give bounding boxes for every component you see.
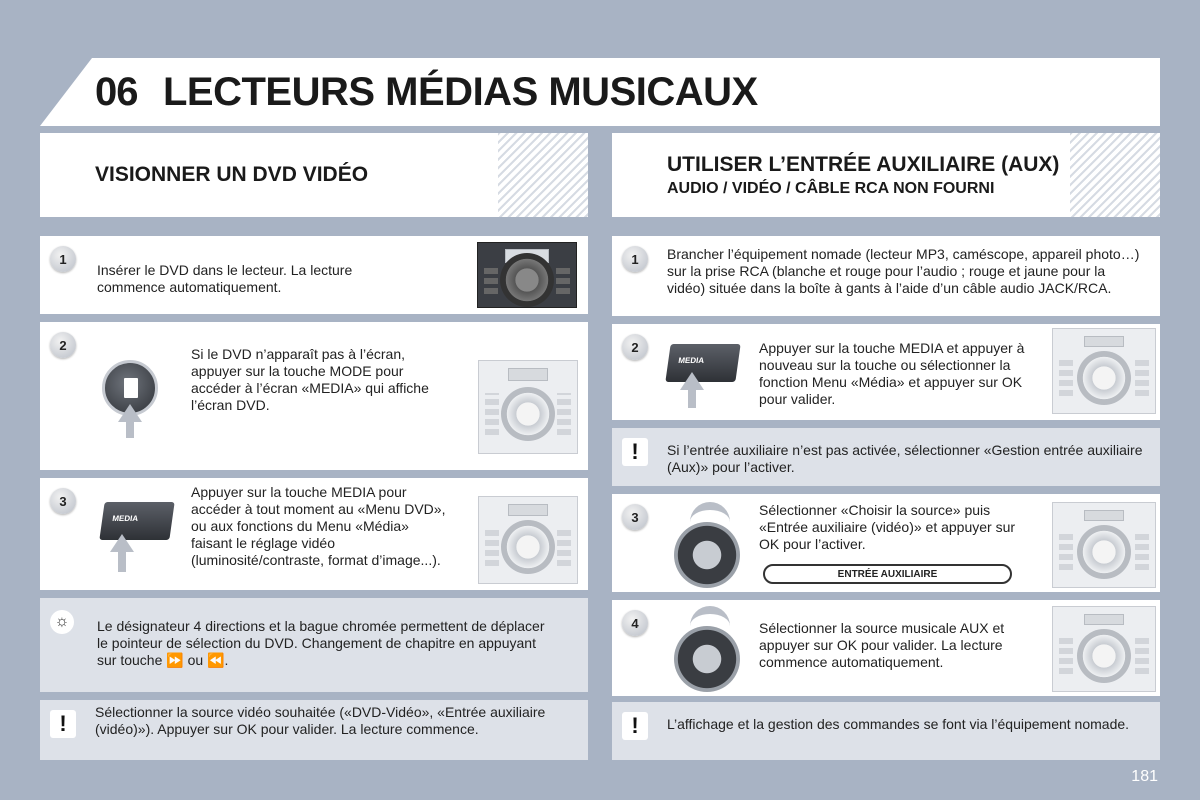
step-number: 1 [50,246,76,272]
tip-text: Le désignateur 4 directions et la bague chromée permettent de déplacer le pointeur de sélection du DVD. Changement de chapitre en appuyant sur touche ⏩ ou ⏪. [97,618,545,668]
left-step-2 [40,322,588,470]
step-text: Brancher l’équipement nomade (lecteur MP3, caméscope, appareil photo…) sur la prise RCA (blanche et rouge pour l’audio ; rouge et jaune pour la vidéo) située dans la boîte à gants à l’aide d’un câble audio JACK/RCA. [667,246,1140,296]
left-step-3 [40,478,588,590]
header-stripe [498,133,588,217]
warning-icon: ! [50,710,76,738]
radio-panel-image [1052,606,1156,692]
step-text: Sélectionner la source musicale AUX et appuyer sur OK pour valider. La lecture commence automatiquement. [759,620,1005,670]
dvd-player-image [477,242,577,308]
rotary-knob-icon [674,626,740,692]
chapter-title: LECTEURS MÉDIAS MUSICAUX [163,70,758,114]
right-section-header [612,133,1160,217]
right-section-title: UTILISER L’ENTRÉE AUXILIAIRE (AUX) [667,153,1060,176]
step-text: Si le DVD n’apparaît pas à l’écran, appuyer sur la touche MODE pour accéder à l’écran «MEDIA» qui affiche l’écran DVD. [191,346,429,413]
step-text: Sélectionner «Choisir la source» puis «Entrée auxiliaire (vidéo)» et appuyer sur OK pour l’activer. [759,502,1016,552]
right-section-subtitle: AUDIO / VIDÉO / CÂBLE RCA NON FOURNI [667,180,995,197]
warning-icon: ! [622,712,648,740]
right-warning-1 [612,428,1160,486]
chapter-number: 06 [95,70,138,114]
media-button-icon: MEDIA [99,502,174,540]
page-number: 181 [1131,768,1158,785]
step-text: Appuyer sur la touche MEDIA pour accéder à tout moment au «Menu DVD», ou aux fonctions du Menu «Média» faisant le réglage vidéo (luminosité/contraste, format d’image...). [191,484,446,568]
right-warning-2 [612,702,1160,760]
radio-panel-image [478,496,578,584]
radio-panel-image [478,360,578,454]
warning-text: Sélectionner la source vidéo souhaitée («DVD-Vidéo», «Entrée auxiliaire (vidéo)»). Appuyer sur OK pour valider. La lecture commence. [95,704,546,737]
left-section-header [40,133,588,217]
step-text: Appuyer sur la touche MEDIA et appuyer à nouveau sur la touche ou sélectionner la fonction Menu «Média» et appuyer sur OK pour valider. [759,340,1025,407]
right-step-4 [612,600,1160,696]
warning-text: L’affichage et la gestion des commandes se font via l’équipement nomade. [667,716,1130,732]
step-number: 1 [622,246,648,272]
rotary-knob-icon [674,522,740,588]
step-number: 2 [622,334,648,360]
left-tip-box [40,598,588,692]
radio-panel-image [1052,502,1156,588]
step-number: 2 [50,332,76,358]
tip-icon: ☼ [50,610,74,634]
step-number: 4 [622,610,648,636]
header-stripe [1070,133,1160,217]
left-step-1 [40,236,588,314]
step-text: Insérer le DVD dans le lecteur. La lecture commence automatiquement. [97,262,353,295]
right-step-2 [612,324,1160,420]
warning-text: Si l’entrée auxiliaire n’est pas activée, sélectionner «Gestion entrée auxiliaire (Aux)» pour l’activer. [667,442,1143,475]
screen-label-aux-input: ENTRÉE AUXILIAIRE [763,564,1012,584]
step-number: 3 [622,504,648,530]
right-step-1 [612,236,1160,316]
step-number: 3 [50,488,76,514]
warning-icon: ! [622,438,648,466]
left-warning-box [40,700,588,760]
left-section-title: VISIONNER UN DVD VIDÉO [95,163,369,186]
radio-panel-image [1052,328,1156,414]
media-button-icon: MEDIA [665,344,740,382]
